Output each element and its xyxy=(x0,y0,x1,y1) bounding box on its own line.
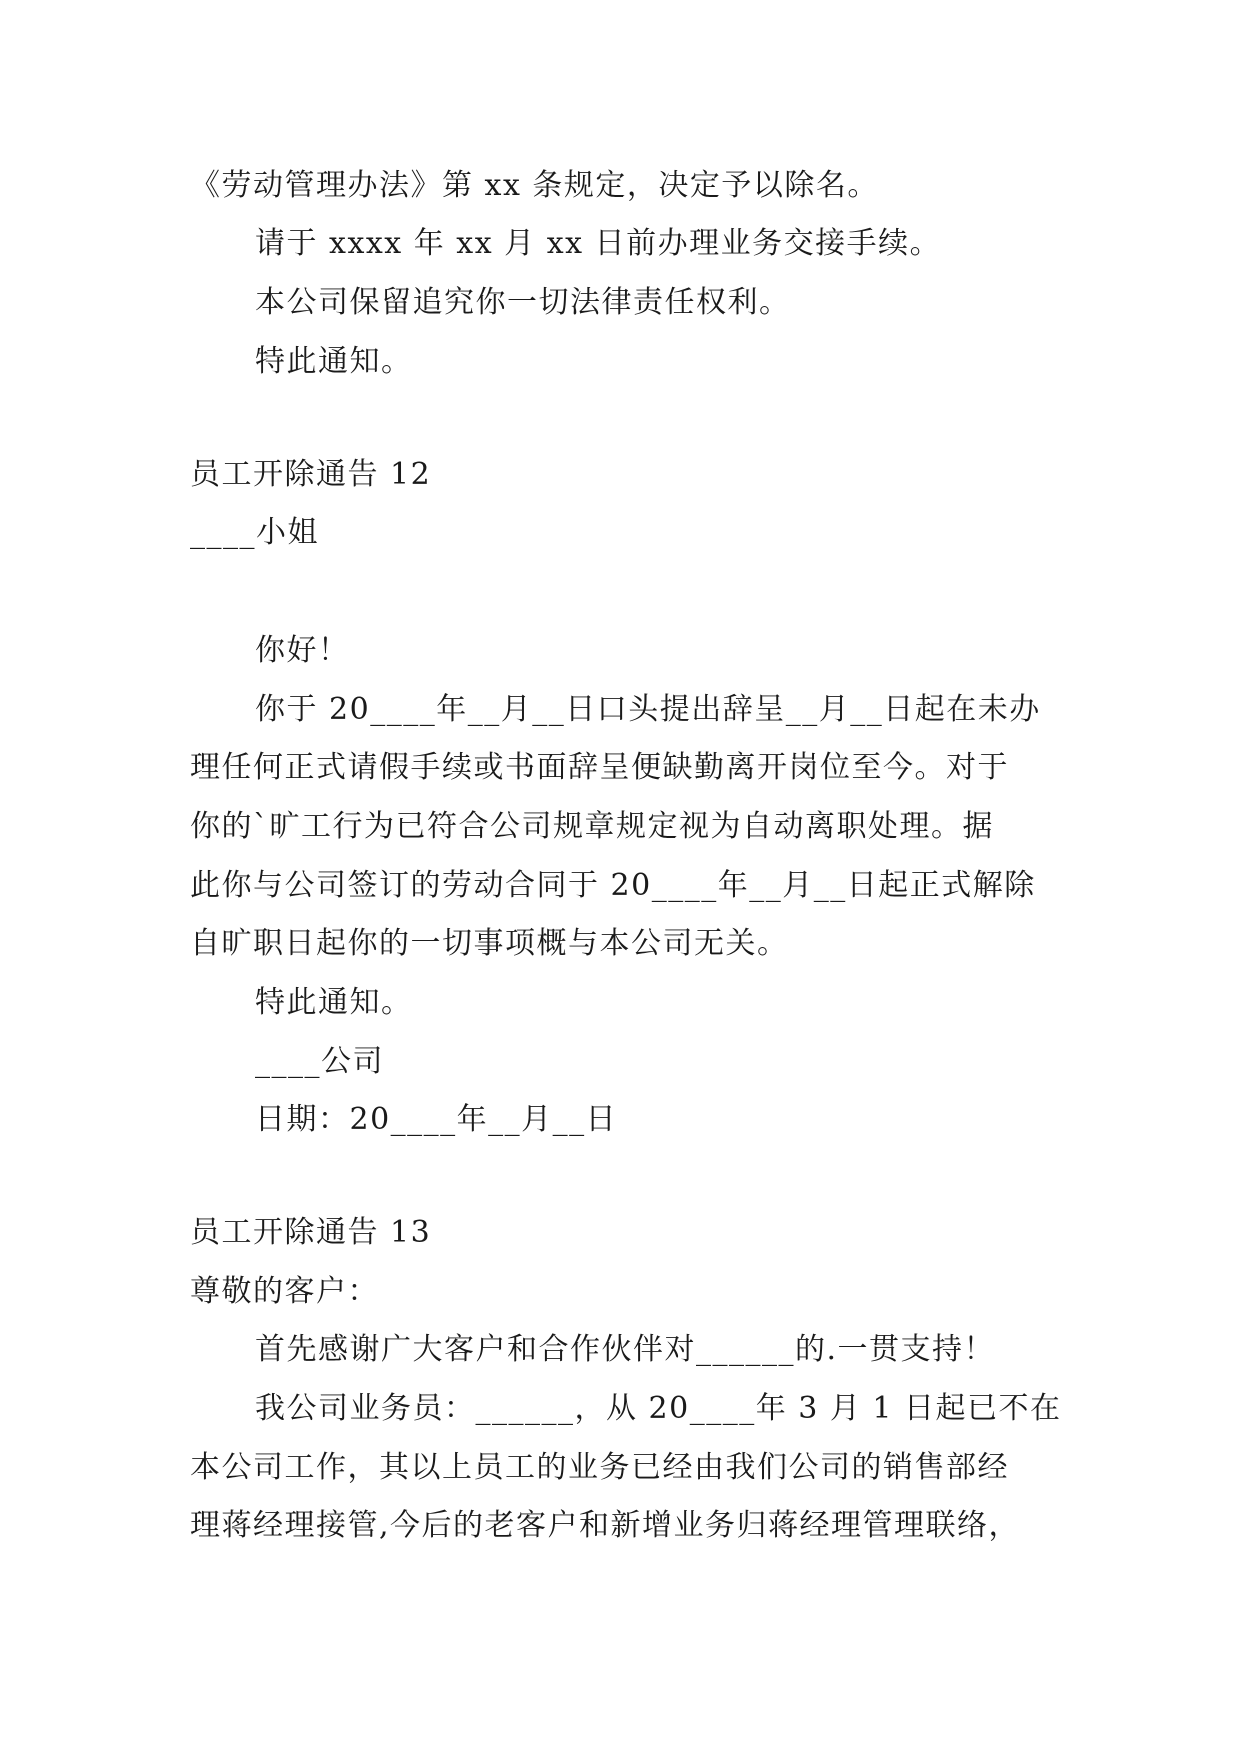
paragraph-line: 此你与公司签订的劳动合同于 20____年__月__日起正式解除 xyxy=(190,868,1036,903)
paragraph-line: 理任何正式请假手续或书面辞呈便缺勤离开岗位至今。对于 xyxy=(190,750,1009,785)
section-heading: 员工开除通告 13 xyxy=(190,1215,432,1250)
paragraph-line: 你于 20____年__月__日口头提出辞呈__月__日起在未办 xyxy=(255,692,1041,727)
paragraph-line: 你的`旷工行为已符合公司规章规定视为自动离职处理。据 xyxy=(190,809,994,844)
paragraph-line: 我公司业务员：______，从 20____年 3 月 1 日起已不在 xyxy=(255,1391,1062,1426)
salutation: 尊敬的客户： xyxy=(190,1274,379,1309)
paragraph-line: 请于 xxxx 年 xx 月 xx 日前办理业务交接手续。 xyxy=(255,226,942,261)
paragraph-line: 《劳动管理办法》第 xx 条规定，决定予以除名。 xyxy=(190,168,879,203)
section-heading: 员工开除通告 12 xyxy=(190,457,432,492)
paragraph-line: 首先感谢广大客户和合作伙伴对______的.一贯支持！ xyxy=(255,1332,996,1367)
signature-date: 日期：20____年__月__日 xyxy=(255,1102,618,1137)
paragraph-line: 自旷职日起你的一切事项概与本公司无关。 xyxy=(190,926,789,961)
paragraph-line: 本公司工作，其以上员工的业务已经由我们公司的销售部经 xyxy=(190,1450,1009,1485)
salutation: ____小姐 xyxy=(190,515,319,550)
closing-line: 特此通知。 xyxy=(255,985,413,1020)
signature-company: ____公司 xyxy=(255,1044,384,1079)
paragraph-line: 本公司保留追究你一切法律责任权利。 xyxy=(255,285,791,320)
greeting: 你好！ xyxy=(255,633,350,668)
closing-line: 特此通知。 xyxy=(255,344,413,379)
paragraph-line: 理蒋经理接管,今后的老客户和新增业务归蒋经理管理联络， xyxy=(190,1508,1021,1543)
